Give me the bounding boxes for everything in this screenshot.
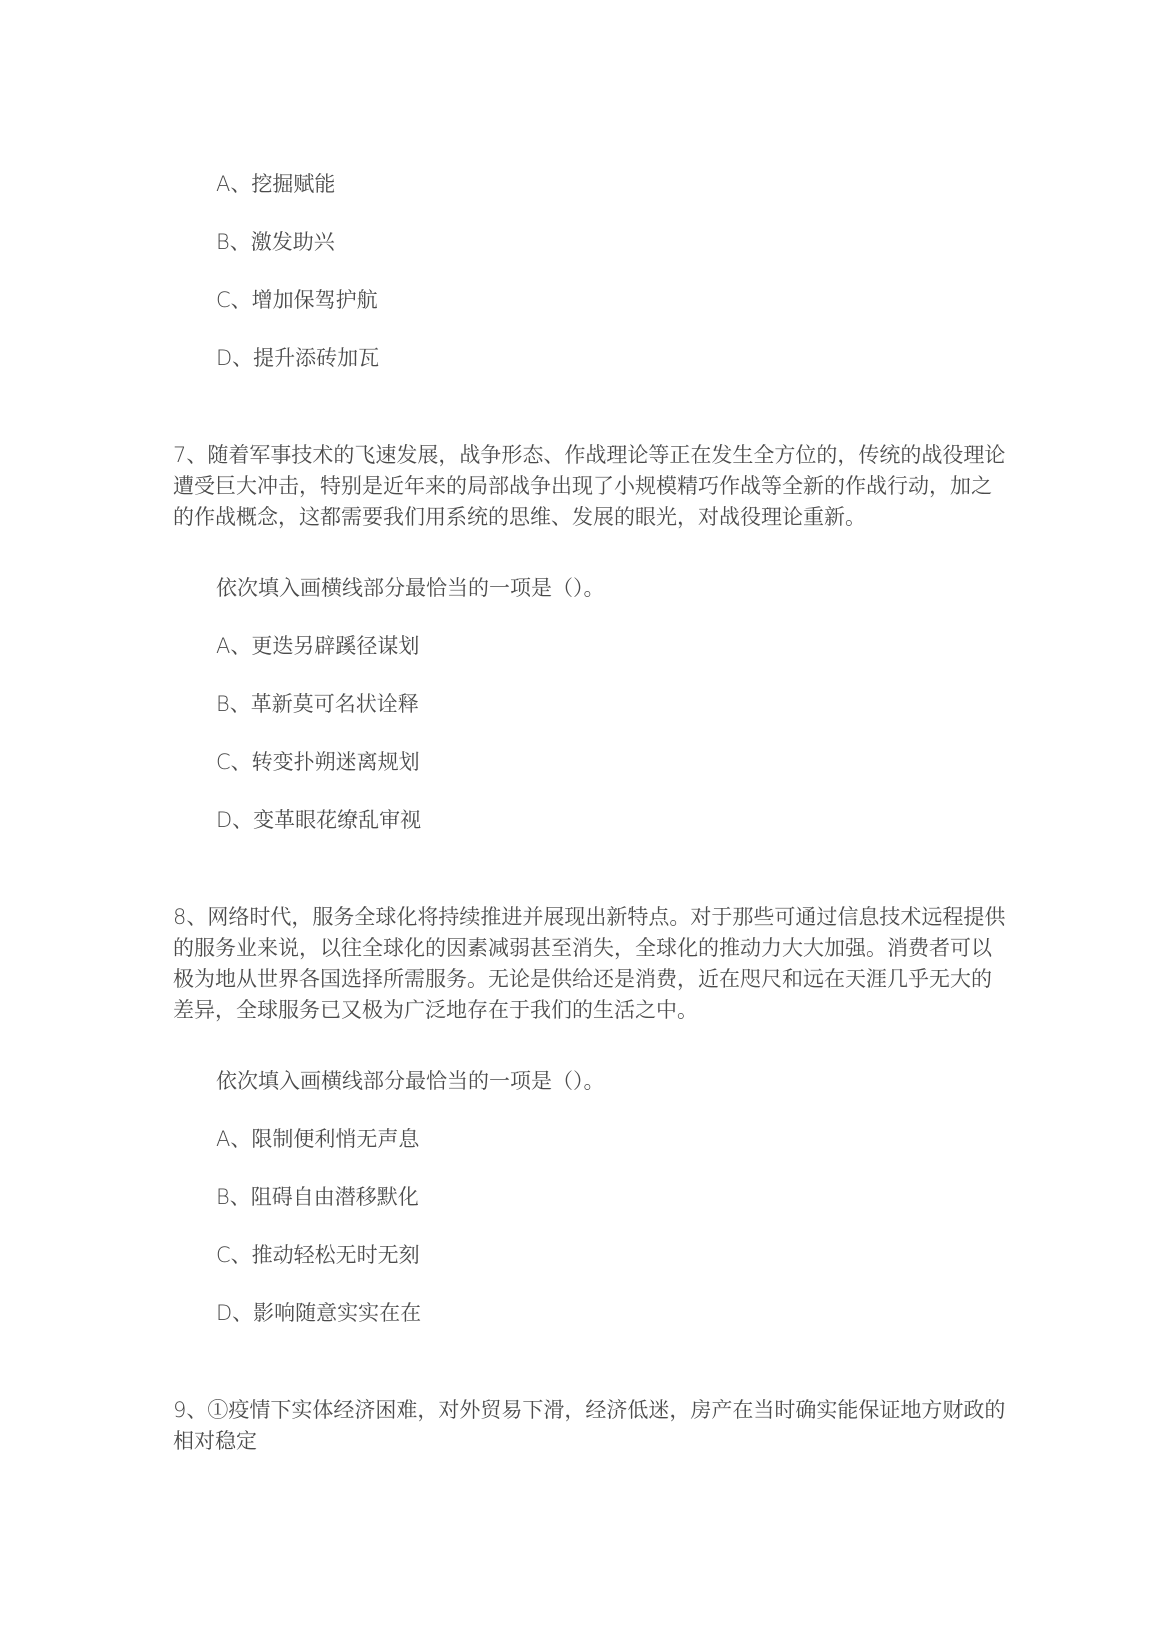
stem-line: 极为地从世界各国选择所需服务。无论是供给还是消费，近在咫尺和远在天涯几乎无大的	[173, 967, 992, 991]
stem-line: 差异，全球服务已又极为广泛地存在于我们的生活之中。	[173, 998, 698, 1022]
stem-line: 的服务业来说，以往全球化的因素减弱甚至消失，全球化的推动力大大加强。消费者可以	[173, 936, 992, 960]
option-item-c: C、转变扑朔迷离规划	[216, 750, 420, 774]
option-item-d: D、提升添砖加瓦	[216, 346, 380, 370]
question-7	[173, 440, 1013, 836]
question-9	[173, 1395, 1013, 1457]
question-8-stem	[173, 902, 1013, 1026]
option-item-b: B、阻碍自由潜移默化	[216, 1185, 419, 1209]
question-7-stem	[173, 440, 1013, 533]
option-item-b: B、革新莫可名状诠释	[216, 692, 419, 716]
carryover-options-block	[173, 169, 1013, 374]
question-8-prompt: 依次填入画横线部分最恰当的一项是（）。	[216, 1069, 605, 1093]
option-item-d: D、变革眼花缭乱审视	[216, 808, 422, 832]
question-9-stem	[173, 1395, 1013, 1457]
stem-line: 相对稳定	[173, 1429, 257, 1453]
question-7-prompt: 依次填入画横线部分最恰当的一项是（）。	[216, 576, 605, 600]
option-item-c: C、推动轻松无时无刻	[216, 1243, 420, 1267]
question-8	[173, 902, 1013, 1329]
stem-line: 7、随着军事技术的飞速发展，战争形态、作战理论等正在发生全方位的，传统的战役理论	[173, 443, 1006, 467]
stem-line: 遭受巨大冲击，特别是近年来的局部战争出现了小规模精巧作战等全新的作战行动，加之	[173, 474, 992, 498]
option-item-a: A、挖掘赋能	[216, 172, 336, 196]
option-item-b: B、激发助兴	[216, 230, 335, 254]
stem-line: 的作战概念，这都需要我们用系统的思维、发展的眼光，对战役理论重新。	[173, 505, 866, 529]
option-item-a: A、限制便利悄无声息	[216, 1127, 420, 1151]
stem-line: 8、网络时代，服务全球化将持续推进并展现出新特点。对于那些可通过信息技术远程提供	[173, 905, 1006, 929]
option-item-c: C、增加保驾护航	[216, 288, 378, 312]
option-item-a: A、更迭另辟蹊径谋划	[216, 634, 420, 658]
option-item-d: D、影响随意实实在在	[216, 1301, 422, 1325]
stem-line: 9、①疫情下实体经济困难，对外贸易下滑，经济低迷，房产在当时确实能保证地方财政的	[173, 1398, 1006, 1422]
